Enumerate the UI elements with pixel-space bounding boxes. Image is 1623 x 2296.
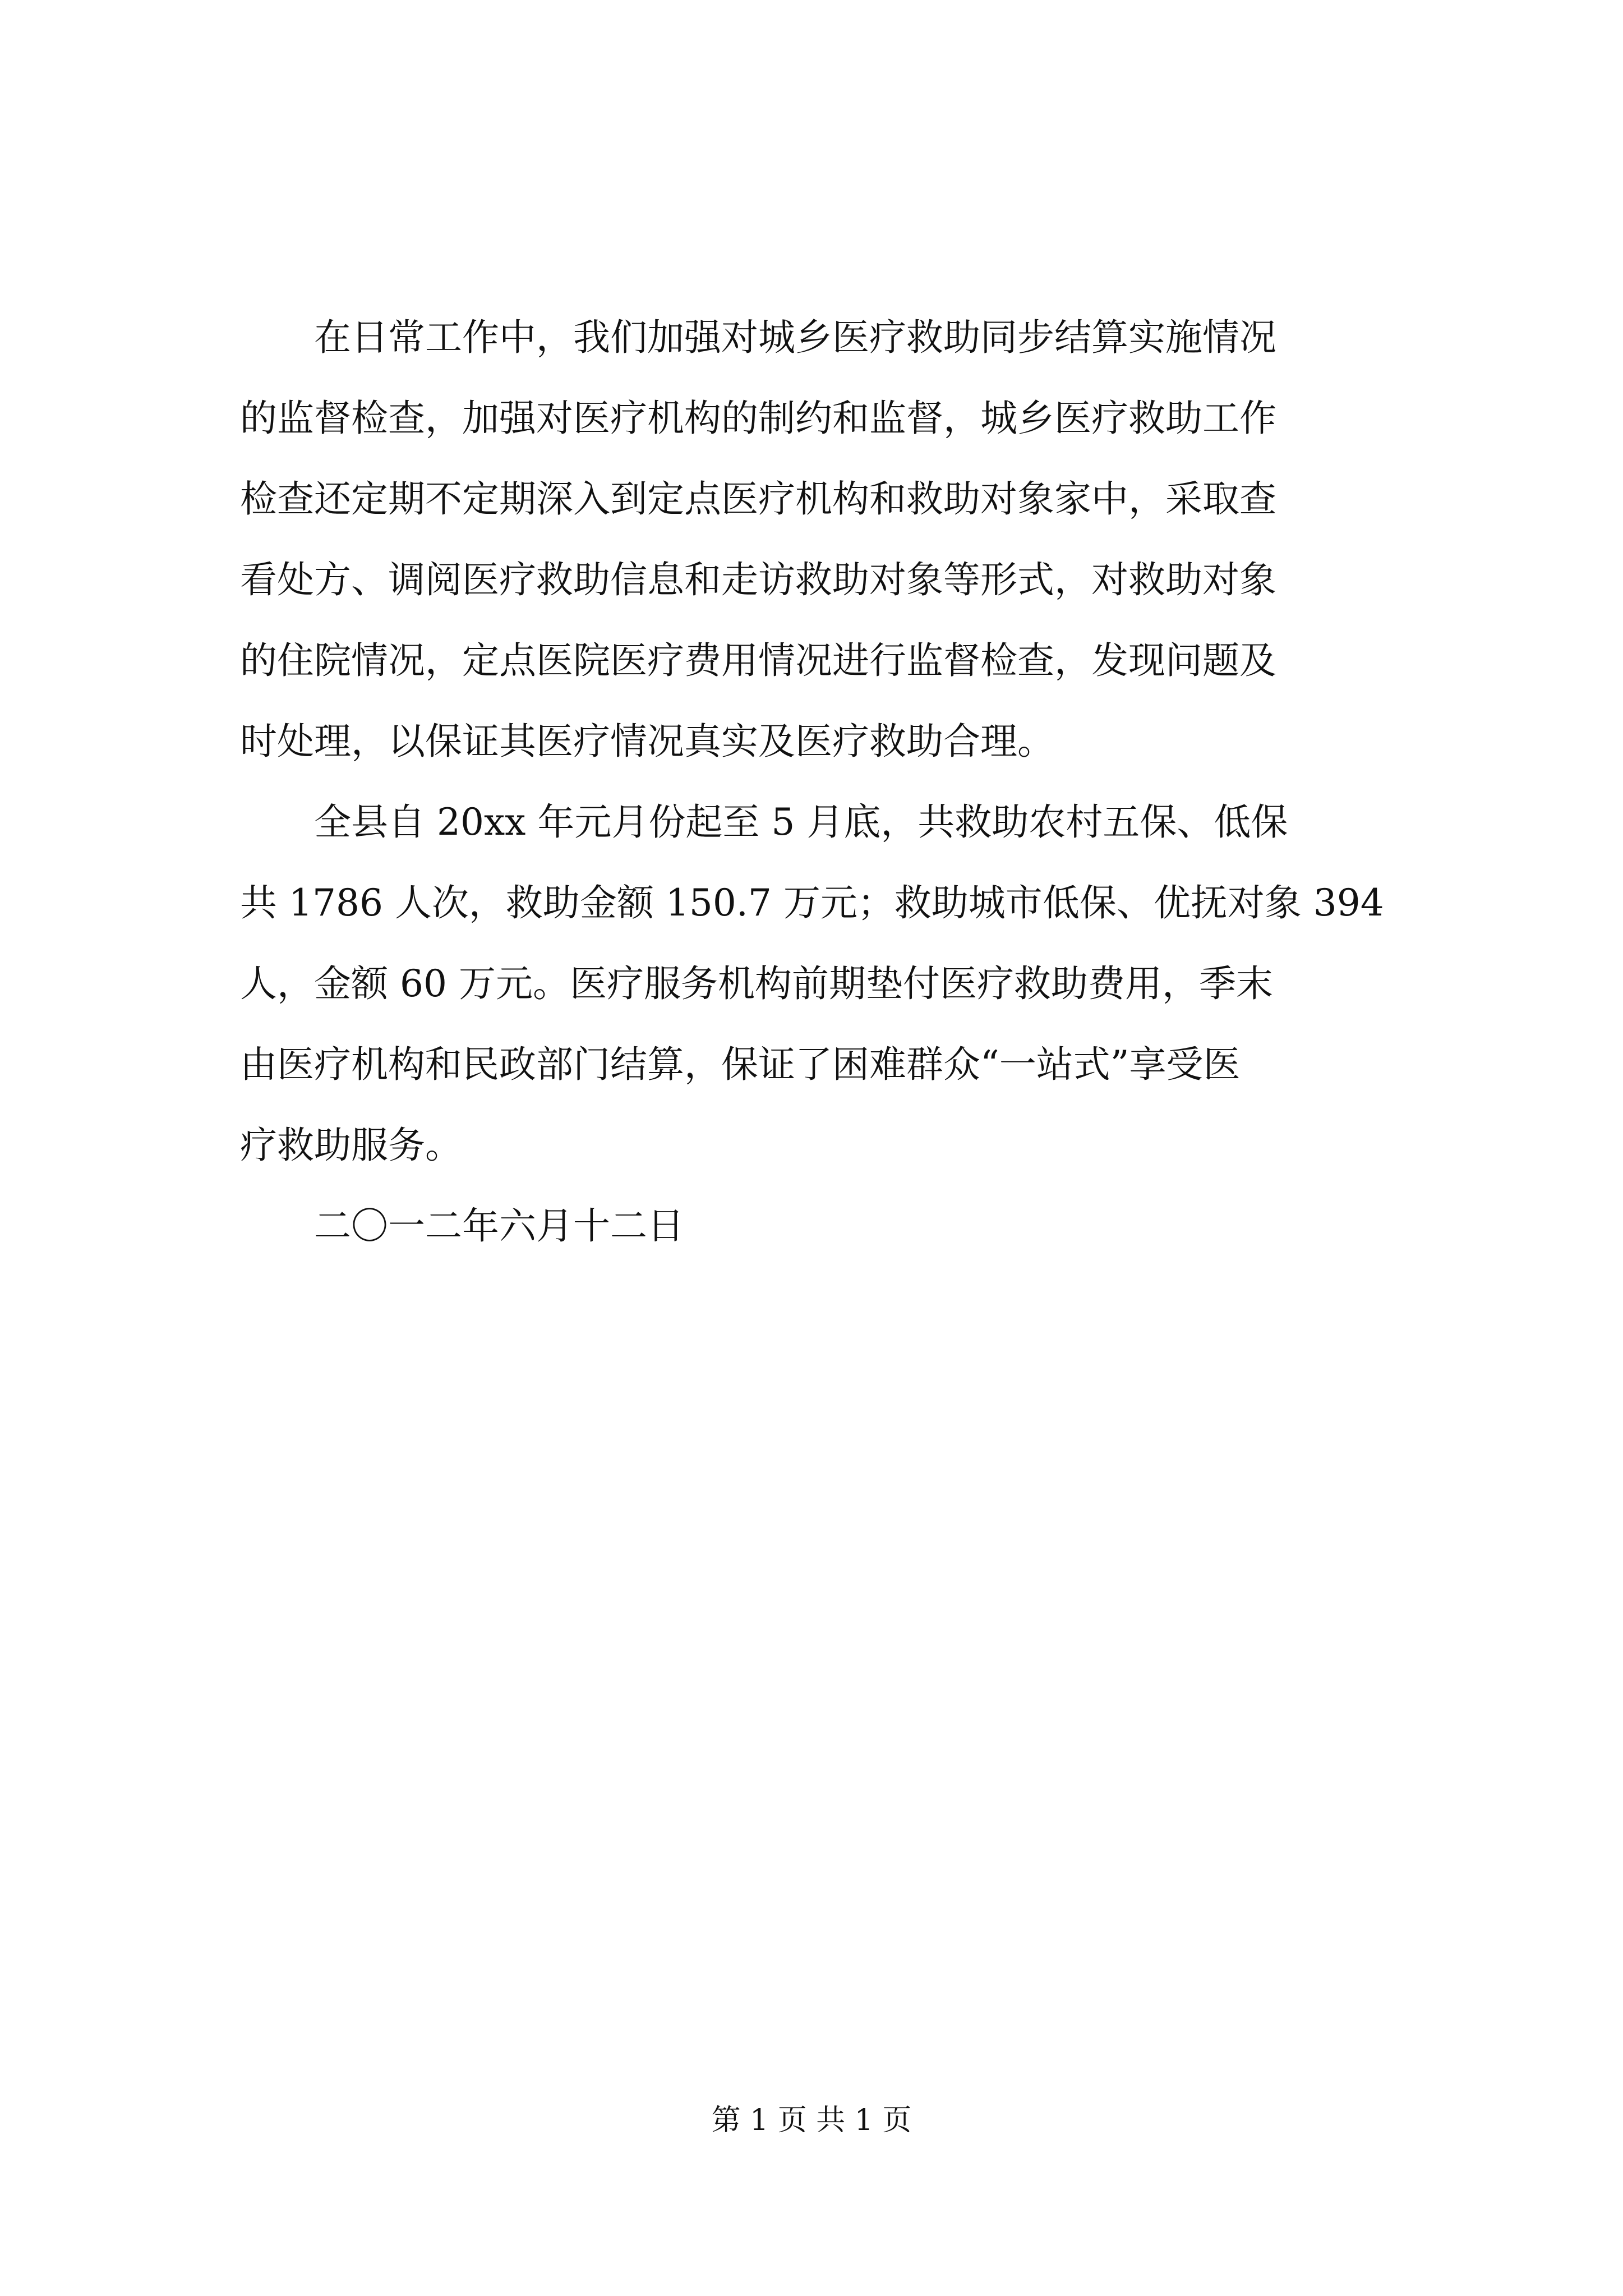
page-footer	[0, 2101, 1623, 2140]
paragraph-line: 疗救助服务。	[240, 1124, 462, 1167]
paragraph-line: 的监督检查，加强对医疗机构的制约和监督，城乡医疗救助工作	[240, 397, 1276, 440]
paragraph-line: 全县自 20xx 年元月份起至 5 月底，共救助农村五保、低保	[240, 800, 1288, 844]
paragraph-line: 时处理，以保证其医疗情况真实及医疗救助合理。	[240, 720, 1054, 763]
paragraph-line: 检查还定期不定期深入到定点医疗机构和救助对象家中，采取查	[240, 477, 1276, 521]
paragraph-line: 共 1786 人次，救助金额 150.7 万元；救助城市低保、优抚对象 394	[240, 881, 1384, 924]
paragraph-2	[240, 782, 1395, 1186]
paragraph-line: 由医疗机构和民政部门结算，保证了困难群众“一站式”享受医	[240, 1043, 1241, 1086]
paragraph-line: 人，金额 60 万元。医疗服务机构前期垫付医疗救助费用，季末	[240, 962, 1273, 1005]
paragraph-line: 在日常工作中，我们加强对城乡医疗救助同步结算实施情况	[240, 316, 1276, 359]
date-line: 二〇一二年六月十二日	[240, 1204, 684, 1248]
document-body	[240, 297, 1395, 1267]
page-number-label: 第 1 页 共 1 页	[711, 2104, 912, 2137]
paragraph-1	[240, 297, 1395, 782]
paragraph-line: 的住院情况，定点医院医疗费用情况进行监督检查，发现问题及	[240, 639, 1276, 682]
paragraph-line: 看处方、调阅医疗救助信息和走访救助对象等形式，对救助对象	[240, 558, 1276, 601]
